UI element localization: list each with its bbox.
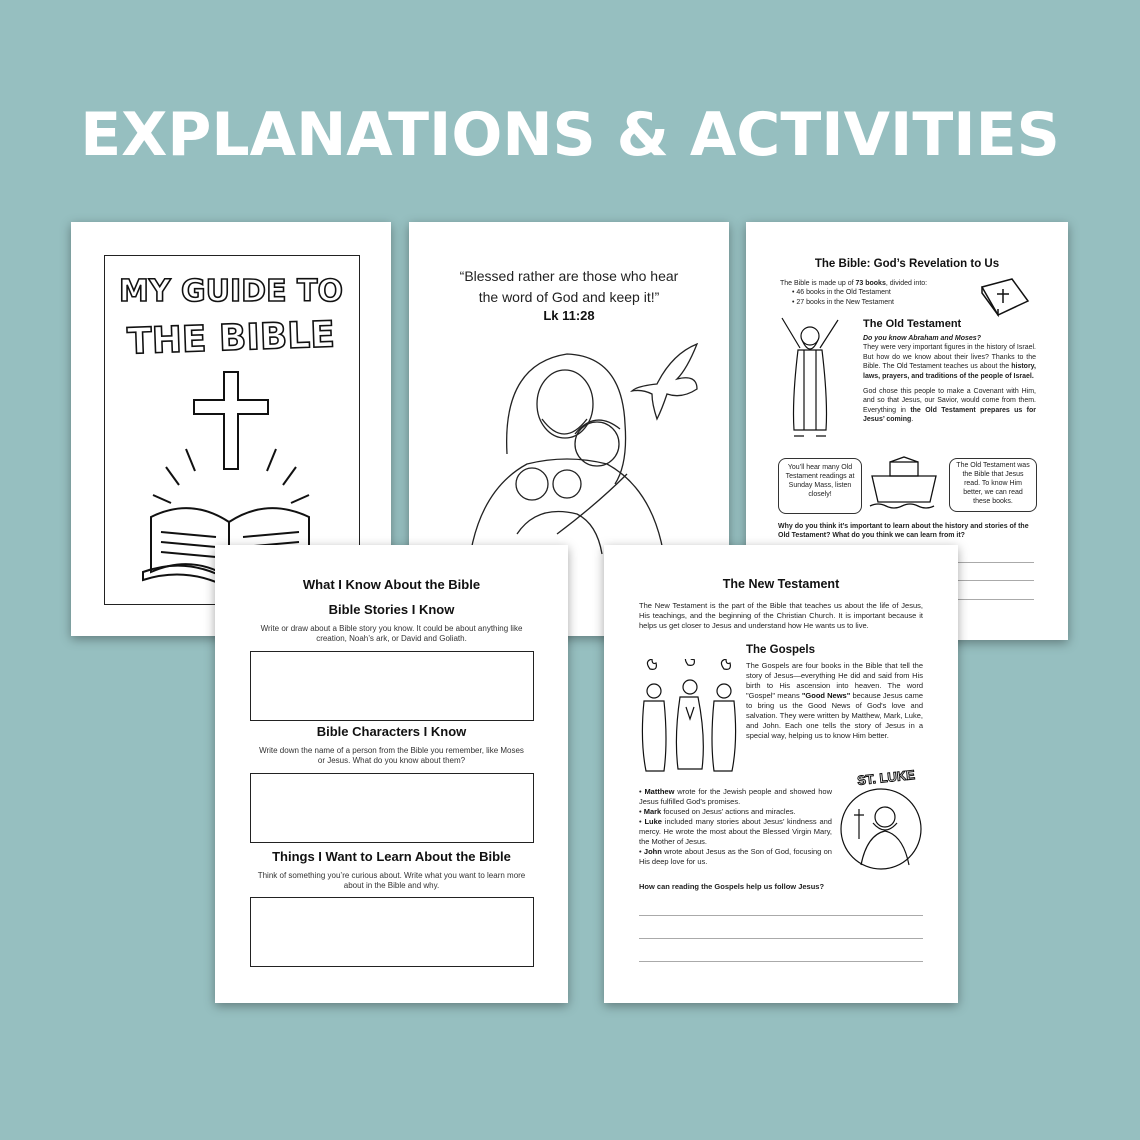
cross-icon <box>194 372 268 469</box>
intro-bullet-1: • 46 books in the Old Testament <box>792 289 891 297</box>
know-page-title: What I Know About the Bible <box>302 577 481 592</box>
st-luke-medallion <box>839 787 923 871</box>
flame-icon <box>721 659 730 669</box>
section-heading: Things I Want to Learn About the Bible <box>272 849 511 864</box>
gospels-body: The Gospels are four books in the Bible that tell the story of Jesus—everything He did and said from His birth to His ascension into heaven. The word "Gospel" means "Good News" because Jesus came to bring us the Good News of God's love and salvation. They were written by Matthew, Mark, Luke, and John. Each one tells the story of Jesus in a special way, helping us to know Him better. <box>746 661 923 740</box>
intro-text: The Bible is made up of <box>780 280 856 287</box>
section-description: Think of something you’re curious about. Write what you want to learn more about in the Bible and why. <box>257 871 526 890</box>
intro-text-end: , divided into: <box>885 280 928 287</box>
answer-line <box>639 915 923 916</box>
quote-text <box>409 266 729 308</box>
section-description: Write or draw about a Bible story you know. It could be about anything like creation, Noah’s ark, or David and Goliath. <box>260 624 523 643</box>
nt-intro: The New Testament is the part of the Bible that teaches us about the life of Jesus, His teachings, and the beginning of the Christian Church. It is important because it helps us get closer to Jesus and understand how He wants us to live. <box>639 601 923 630</box>
revelation-intro <box>780 279 990 307</box>
ot-reflection-question: Why do you think it’s important to learn about the history and stories of the Old Testament? What do you think we can learn from it? <box>778 523 1029 540</box>
answer-line <box>639 938 923 939</box>
evangelist-item: • Matthew wrote for the Jewish people and showed how Jesus fulfilled God’s promises. <box>639 787 832 806</box>
nt-title: The New Testament <box>722 577 840 591</box>
nt-reflection-question: How can reading the Gospels help us follow Jesus? <box>639 882 825 891</box>
st-luke-badge-label: ST. LUKE <box>856 767 916 788</box>
noahs-ark-icon <box>868 456 940 510</box>
ot-paragraph-1: They were very important figures in the history of Israel. But how do we know about their lives? Thanks to the Bible. The Old Testament teaches us about the history, laws, prayers, and traditions of the people of Israel. <box>863 344 1036 380</box>
section-description: Write down the name of a person from the Bible you remember, like Moses or Jesus. What do you know about them? <box>259 746 524 765</box>
headline: EXPLANATIONS & ACTIVITIES <box>80 100 1060 170</box>
section-heading: Bible Characters I Know <box>316 724 467 739</box>
moses-illustration <box>774 314 846 444</box>
flame-icon <box>685 659 694 665</box>
answer-line <box>946 599 1034 600</box>
intro-count: 73 books <box>855 280 886 287</box>
evangelists-list <box>639 787 832 867</box>
answer-line <box>946 562 1034 563</box>
bible-book-icon <box>978 277 1030 319</box>
dove-icon <box>632 344 697 419</box>
flame-icon <box>647 659 656 669</box>
gospels-heading: The Gospels <box>746 644 816 656</box>
answer-box[interactable] <box>250 651 534 721</box>
answer-line <box>639 961 923 962</box>
intro-bullet-2: • 27 books in the New Testament <box>792 298 894 306</box>
answer-box[interactable] <box>250 897 534 967</box>
cover-title-line2: THE BIBLE <box>126 314 336 363</box>
evangelist-item: • Luke included many stories about Jesus’ kindness and mercy. He wrote the most about the Blessed Virgin Mary, the Mother of Jesus. <box>639 817 832 846</box>
evangelist-item: • Mark focused on Jesus’ actions and miracles. <box>639 807 796 816</box>
ot-question: Do you know Abraham and Moses? <box>863 335 981 342</box>
evangelist-item: • John wrote about Jesus as the Son of God, focusing on His deep love for us. <box>639 847 832 866</box>
answer-box[interactable] <box>250 773 534 843</box>
cover-title-line1: MY GUIDE TO <box>119 274 343 309</box>
quote-line-1: “Blessed rather are those who hear <box>459 268 679 284</box>
section-heading: Bible Stories I Know <box>328 602 455 617</box>
apostles-pentecost-illustration <box>636 659 742 775</box>
answer-line <box>946 580 1034 581</box>
revelation-title: The Bible: God’s Revelation to Us <box>814 258 1000 270</box>
cross-icon <box>854 809 864 839</box>
info-box-right: The Old Testament was the Bible that Jesus read. To know Him better, we can read these books. <box>949 458 1037 512</box>
quote-reference: Lk 11:28 <box>543 308 595 323</box>
quote-line-2: the word of God and keep it!” <box>478 289 660 305</box>
what-i-know-page <box>215 545 568 1003</box>
ot-body <box>863 334 1036 425</box>
ot-paragraph-2: God chose this people to make a Covenant with Him, and so that Jesus, our Savior, would come from them. Everything in the Old Testament prepares us for Jesus’ coming. <box>863 388 1037 424</box>
ot-heading: The Old Testament <box>863 318 962 330</box>
new-testament-page <box>604 545 958 1003</box>
info-box-left: You’ll hear many Old Testament readings at Sunday Mass, listen closely! <box>778 458 862 514</box>
